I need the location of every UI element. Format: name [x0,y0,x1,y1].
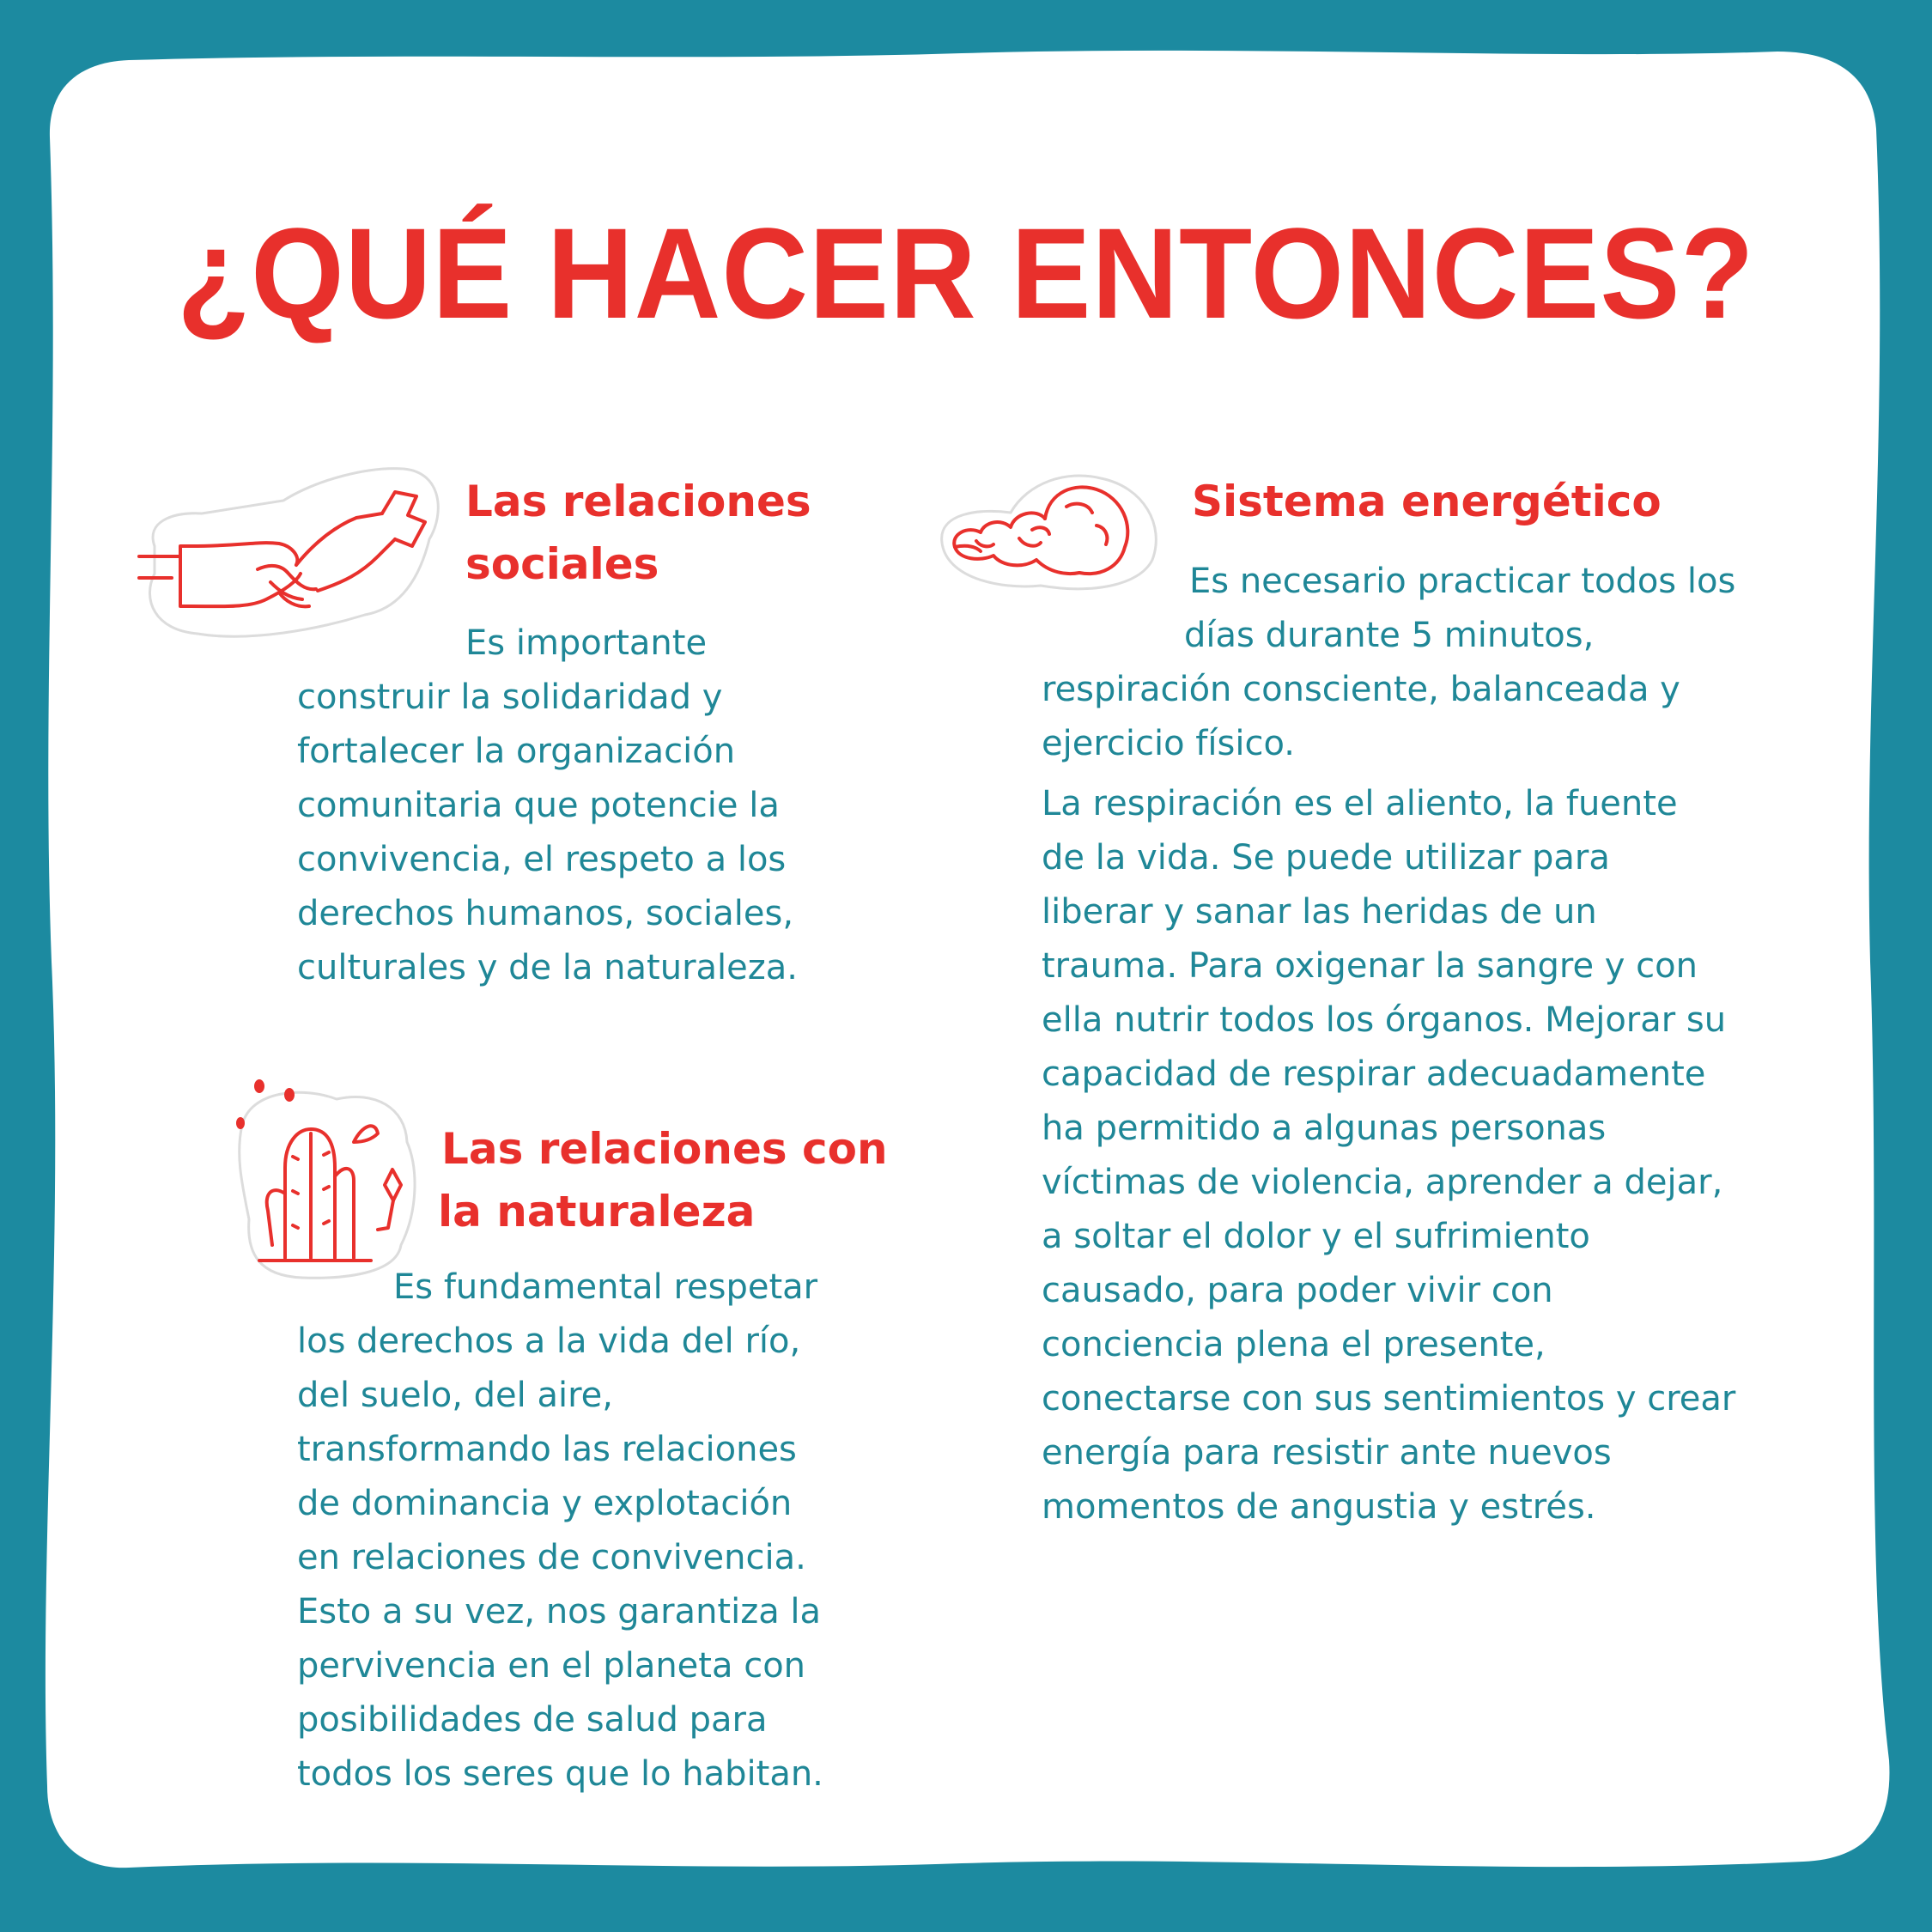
section-body-energy: Es necesario practicar todos los días durante 5 minutos, respiración consciente, balanceada y ejercicio físico. [1042,562,1736,763]
cactus-icon [225,1073,431,1284]
section-body-energy-continued: La respiración es el aliento, la fuente de la vida. Se puede utilizar para liberar y sanar las heridas de un trauma. Para oxigenar la sangre y con ella nutrir todos los órganos. Mejorar su capacidad de respirar adecuadamente ha permitido a algunas personas víctimas de violencia, aprender a dejar, a soltar el dolor y el sufrimiento causado, para poder vivir con conciencia plena el presente, conectarse con sus sentimientos y crear energía para resistir ante nuevos momentos de angustia y estrés. [1042,784,1736,1527]
section-body-nature: Es fundamental respetar los derechos a la vida del río, del suelo, del aire, transformando las relaciones de dominancia y explotación en relaciones de convivencia. Esto a su vez, nos garantiza la pervivencia en el planeta con posibilidades de salud para todos los seres que lo habitan. [297,1267,823,1794]
section-heading-energy: Sistema energético [1192,477,1662,526]
page-title: ¿QUÉ HACER ENTONCES? [177,201,1755,345]
section-body-social: Es importante construir la solidaridad y fortalecer la organización comunitaria que potencie la convivencia, el respeto a los derechos humanos, sociales, culturales y de la naturaleza. [297,623,798,987]
section-heading-nature: Las relaciones con la naturaleza [438,1124,888,1236]
section-heading-social: Las relaciones sociales [465,477,811,589]
